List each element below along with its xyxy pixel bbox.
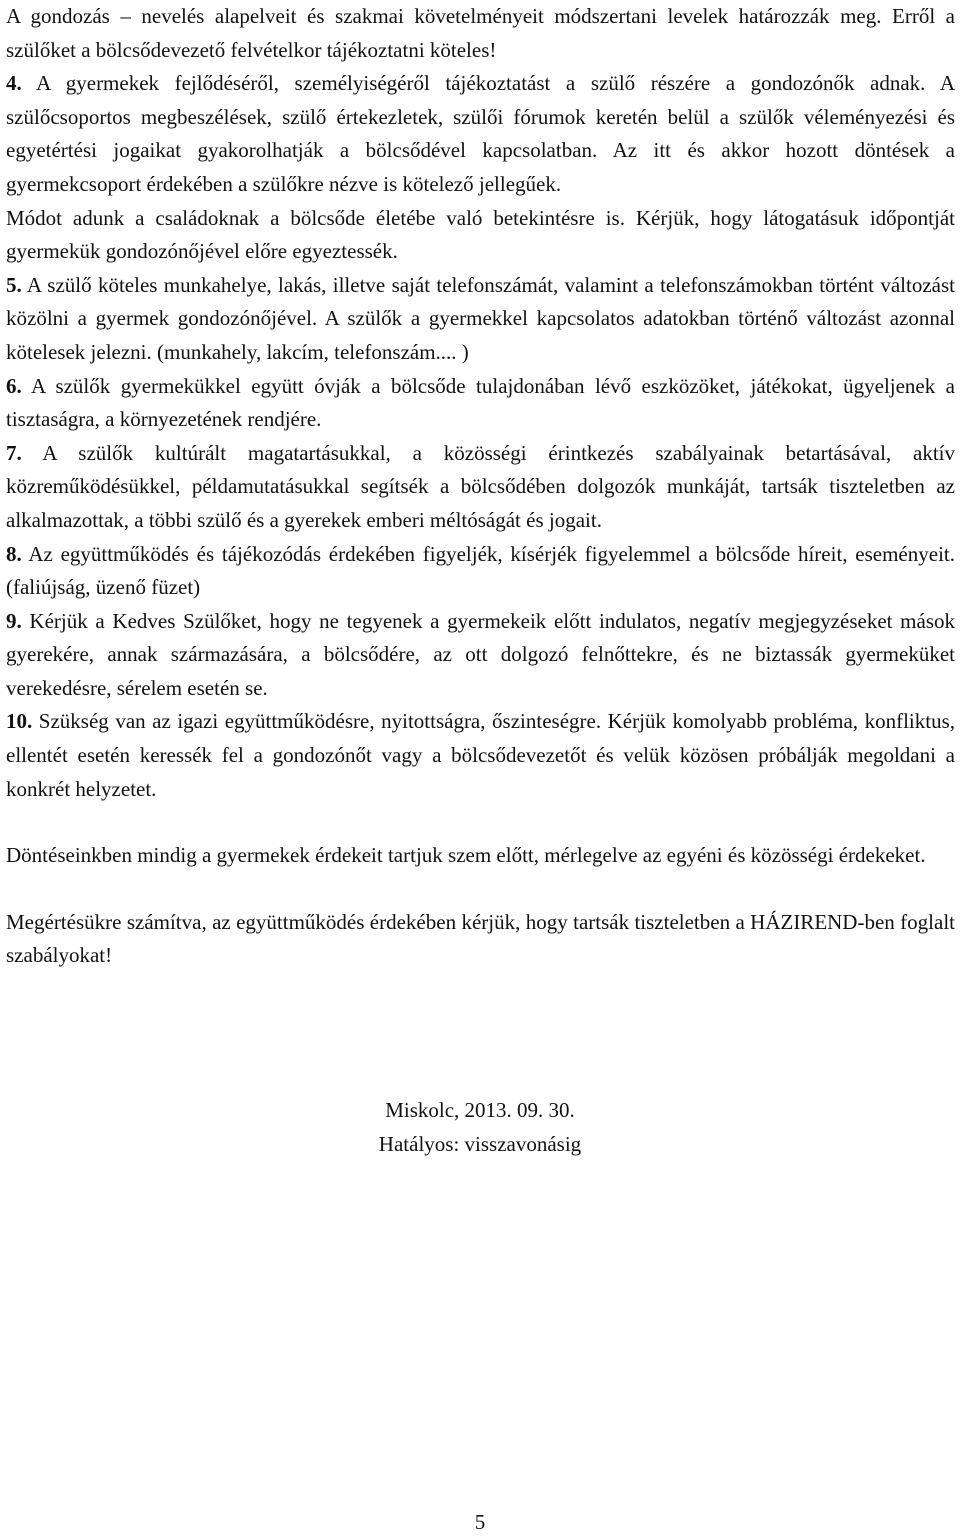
closing-paragraph-decisions: Döntéseinkben mindig a gyermekek érdekeit tartjuk szem előtt, mérlegelve az egyéni és közösségi érdekeket. xyxy=(6,843,926,868)
paragraph-text: A szülő köteles munkahelye, lakás, illetve saját telefonszámát, valamint a telefonszámokban történt változást közölni a gyermek gondozónőjével. A szülők a gyermekkel kapcsolatos adatokban történő változást azonnal kötelesek jelezni. (munkahely, lakcím, telefonszám.... ) xyxy=(6,272,955,364)
paragraph-5 xyxy=(6,269,955,370)
paragraph-number: 10. xyxy=(6,709,33,734)
paragraph-text: A szülők kultúrált magatartásukkal, a közösségi érintkezés szabályainak betartásával, aktív közreműködésükkel, példamutatásukkal segítsék a bölcsődében dolgozók munkáját, tartsák tiszteletben az alkalmazottak, a többi szülő és a gyerekek emberi méltóságát és jogait. xyxy=(6,440,955,532)
paragraph-4 xyxy=(6,67,955,201)
paragraph-number: 9. xyxy=(6,608,22,633)
paragraph-text: Szükség van az igazi együttműködésre, nyitottságra, őszinteségre. Kérjük komolyabb probléma, konfliktus, ellentét esetén keressék fel a gondozónőt vagy a bölcsődevezetőt és velük közösen próbálják megoldani a konkrét helyzetet. xyxy=(6,709,955,801)
paragraph-text: A gondozás – nevelés alapelveit és szakmai követelményeit módszertani levelek határozzák meg. Erről a szülőket a bölcsődevezető felvételkor tájékoztatni köteles! xyxy=(6,4,955,62)
document-body xyxy=(6,0,955,973)
paragraph-text: A szülők gyermekükkel együtt óvják a bölcsőde tulajdonában lévő eszközöket, játékokat, ügyeljenek a tisztaságra, a környezetének rendjére. xyxy=(6,373,955,432)
paragraph-number: 8. xyxy=(6,541,22,566)
paragraph-intro xyxy=(6,0,955,67)
paragraph-6 xyxy=(6,370,955,437)
paragraph-7 xyxy=(6,437,955,538)
paragraph-visit xyxy=(6,202,955,269)
paragraph-8 xyxy=(6,538,955,605)
paragraph-text: Az együttműködés és tájékozódás érdekében figyeljék, kísérjék figyelemmel a bölcsőde híreit, eseményeit. (faliújság, üzenő füzet) xyxy=(6,541,955,600)
paragraph-number: 7. xyxy=(6,440,22,465)
paragraph-text: Kérjük a Kedves Szülőket, hogy ne tegyenek a gyermekeik előtt indulatos, negatív megjegyzéseket mások gyerekére, annak származására, a bölcsődére, az ott dolgozó felnőttekre, és ne biztassák gyermeküket verekedésre, sérelem esetén se. xyxy=(6,608,955,700)
paragraph-number: 4. xyxy=(6,71,22,96)
signature-block xyxy=(0,1094,960,1161)
paragraph-number: 5. xyxy=(6,272,22,297)
paragraph-10 xyxy=(6,705,955,806)
paragraph-9 xyxy=(6,605,955,706)
page-number: 5 xyxy=(474,1510,486,1534)
place-date: Miskolc, 2013. 09. 30. xyxy=(385,1098,575,1122)
validity-note: Hatályos: visszavonásig xyxy=(378,1131,582,1156)
closing-paragraph-rules: Megértésükre számítva, az együttműködés érdekében kérjük, hogy tartsák tiszteletben a HÁZIREND-ben foglalt szabályokat! xyxy=(6,909,955,968)
paragraph-number: 6. xyxy=(6,373,22,398)
paragraph-text: Módot adunk a családoknak a bölcsőde életébe való betekintésre is. Kérjük, hogy látogatásuk időpontját gyermekük gondozónőjével előre egyeztessék. xyxy=(6,205,955,264)
paragraph-text: A gyermekek fejlődéséről, személyiségéről tájékoztatást a szülő részére a gondozónők adnak. A szülőcsoportos megbeszélések, szülő értekezletek, szülői fórumok keretén belül a szülők véleményezési és egyetértési jogaikat gyakorolhatják a bölcsődével kapcsolatban. Az itt és akkor hozott döntések a gyermekcsoport érdekében a szülőkre nézve is kötelező jellegűek. xyxy=(6,71,955,196)
